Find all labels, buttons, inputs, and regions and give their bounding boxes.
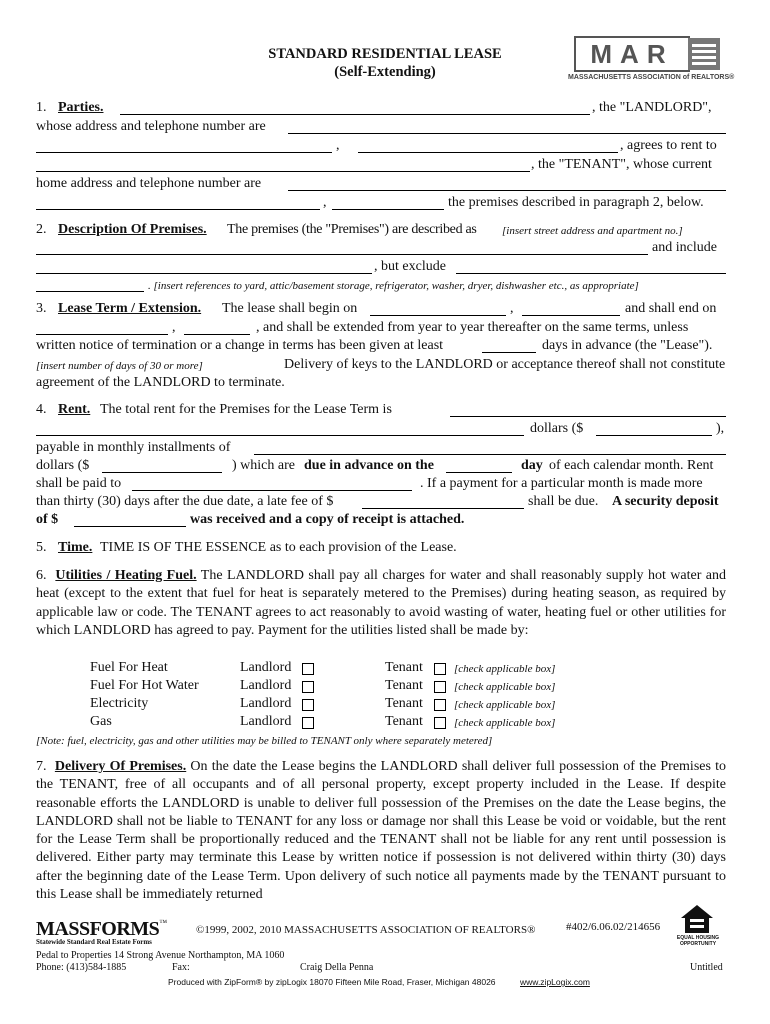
massforms-tagline: Statewide Standard Real Estate Forms (36, 938, 152, 946)
premises-label: the premises described in paragraph 2, below. (448, 195, 704, 210)
tenant-name-field[interactable] (36, 171, 530, 172)
of-dollar-label: of $ (36, 512, 59, 527)
landlord-option: Landlord (240, 678, 292, 693)
ziplogix-link[interactable]: www.zipLogix.com (520, 977, 590, 987)
end-date-field[interactable] (36, 334, 168, 335)
section-number: 1. (36, 100, 47, 115)
check-hint: [check applicable box] (454, 699, 556, 711)
end-year-field[interactable] (184, 334, 250, 335)
due-label: due in advance on the (304, 458, 434, 473)
mar-logo (568, 36, 735, 82)
close-paren: ), (716, 421, 725, 436)
exclude-field-2[interactable] (36, 291, 144, 292)
end-label: and shall end on (625, 301, 717, 316)
tenant-checkbox[interactable] (434, 681, 446, 693)
paid-to-label: shall be paid to (36, 476, 122, 491)
late-payment-text: . If a payment for a particular month is made more (420, 476, 703, 491)
landlord-phone-field[interactable] (358, 152, 618, 153)
utilities-note: [Note: fuel, electricity, gas and other utilities may be billed to TENANT only where separately metered] (36, 735, 493, 747)
utility-row (0, 714, 770, 732)
late-fee-field[interactable] (362, 508, 524, 509)
total-rent-words-field[interactable] (450, 416, 726, 417)
received-text: was received and a copy of receipt is attached. (190, 512, 465, 527)
tenant-checkbox[interactable] (434, 663, 446, 675)
notice-days-field[interactable] (482, 352, 536, 353)
which-label: ) which are (232, 458, 295, 473)
days-hint: [insert number of days of 30 or more] (36, 360, 203, 372)
utility-row (0, 678, 770, 696)
tenant-option: Tenant (385, 678, 423, 693)
section-number: 2. (36, 222, 47, 237)
utilities-text: The LANDLORD shall pay all charges for water and shall reasonably supply hot water and heat (except to the extent that fuel for heat is separately metered to the Premises) during heating season, as required by applicable law or code. The TENANT agrees to act reasonably to avoid wasting of water, heating fuel or other utilities for which LANDLORD has agreed to pay. Payment for the utilities listed shall be made by: (36, 568, 727, 638)
utility-item: Electricity (90, 696, 149, 711)
days-label: days in advance (the "Lease"). (542, 338, 713, 353)
exclude-field[interactable] (456, 273, 726, 274)
tenant-option: Tenant (385, 714, 423, 729)
section-heading: Delivery Of Premises. (54, 759, 187, 774)
utility-item: Fuel For Heat (90, 660, 168, 675)
section-number: 3. (36, 301, 47, 316)
monthly-installment-words-field[interactable] (254, 454, 726, 455)
include-label: and include (652, 240, 717, 255)
tenant-address-field[interactable] (288, 190, 726, 191)
security-deposit-label: A security deposit (612, 494, 719, 509)
check-hint: [check applicable box] (454, 717, 556, 729)
landlord-name-field[interactable] (120, 114, 590, 115)
total-rent-label: The total rent for the Premises for the Lease Term is (100, 402, 392, 417)
landlord-checkbox[interactable] (302, 681, 314, 693)
section-heading: Utilities / Heating Fuel. (55, 568, 197, 583)
late-fee-label: than thirty (30) days after the due date, a late fee of $ (36, 494, 334, 509)
total-rent-words-field-2[interactable] (36, 435, 524, 436)
delivery-text: On the date the Lease begins the LANDLORD shall deliver full possession of the Premises to the TENANT, free of all occupants and of all personal property, except property included in the Lease. If despite reasonable efforts the LANDLORD is unable to deliver full possession of the Premises on the date the Lease begins, the LANDLORD shall not be liable to TENANT for any loss or damage nor shall this Lease be void or voidable, but the rent for the Lease Term shall be proportionally reduced and the TENANT shall not be liable for any rent until possession is delivered. Either party may terminate this Lease by written notice if possession is not delivered within thirty (30) days after the beginning date of the Lease Term. Upon delivery of such notice all payments made by the TENANT pursuant to this Lease shall be immediately returned (36, 759, 727, 903)
section-number: 6. (36, 568, 47, 583)
comma: , (172, 320, 176, 335)
form-title: STANDARD RESIDENTIAL LEASE (268, 46, 502, 62)
section-heading: Rent. (58, 402, 91, 417)
section-6-paragraph (36, 567, 726, 640)
agrees-label: , agrees to rent to (620, 138, 717, 153)
extended-text: , and shall be extended from year to year thereafter on the same terms, unless (256, 320, 689, 335)
comma: , (323, 195, 327, 210)
utility-item: Gas (90, 714, 112, 729)
tenant-address-field-2[interactable] (36, 209, 320, 210)
monthly-installment-amount-field[interactable] (102, 472, 222, 473)
section-heading: Lease Term / Extension. (58, 301, 202, 316)
agent-name: Craig Della Penna (300, 962, 374, 973)
section-number: 4. (36, 402, 47, 417)
due-day-field[interactable] (446, 472, 512, 473)
utility-row (0, 696, 770, 714)
utility-row (0, 660, 770, 678)
check-hint: [check applicable box] (454, 663, 556, 675)
exclude-label: , but exclude (374, 259, 446, 274)
delivery-keys-text: Delivery of keys to the LANDLORD or acceptance thereof shall not constitute (284, 357, 726, 372)
broker-fax: Fax: (172, 962, 190, 973)
mar-logo-letters: MAR (574, 36, 690, 72)
landlord-checkbox[interactable] (302, 699, 314, 711)
produced-with: Produced with ZipForm® by zipLogix 18070 Fifteen Mile Road, Fraser, Michigan 48026 (168, 977, 496, 987)
include-field[interactable] (36, 273, 372, 274)
landlord-address-field[interactable] (288, 133, 726, 134)
copyright-text: ©1999, 2002, 2010 MASSACHUSETTS ASSOCIATION OF REALTORS® (196, 924, 536, 936)
form-subtitle: (Self-Extending) (334, 64, 436, 80)
landlord-checkbox[interactable] (302, 717, 314, 729)
landlord-checkbox[interactable] (302, 663, 314, 675)
written-notice-text: written notice of termination or a change in terms has been given at least (36, 338, 444, 353)
security-deposit-field[interactable] (74, 526, 186, 527)
day-label: day (521, 458, 543, 473)
premises-text: The premises (the "Premises") are described as (227, 222, 477, 237)
section-7-paragraph (36, 758, 726, 904)
section-heading: Time. (58, 540, 93, 555)
references-hint: . [insert references to yard, attic/basement storage, refrigerator, washer, dryer, dishwasher etc., as appropriate] (148, 280, 639, 292)
calendar-text: of each calendar month. Rent (549, 458, 714, 473)
comma: , (336, 138, 340, 153)
landlord-label: , the "LANDLORD", (592, 100, 712, 115)
section-heading: Parties. (58, 100, 104, 115)
begin-year-field[interactable] (522, 315, 620, 316)
section-heading: Description Of Premises. (58, 222, 207, 237)
tenant-phone-field[interactable] (332, 209, 444, 210)
landlord-option: Landlord (240, 714, 292, 729)
equal-housing-caption: EQUAL HOUSING OPPORTUNITY (676, 935, 720, 947)
section-number: 7. (36, 759, 47, 774)
landlord-option: Landlord (240, 696, 292, 711)
time-essence-text: TIME IS OF THE ESSENCE as to each provision of the Lease. (100, 540, 457, 555)
tenant-option: Tenant (385, 660, 423, 675)
landlord-address-field-2[interactable] (36, 152, 332, 153)
total-rent-amount-field[interactable] (596, 435, 712, 436)
address-hint: [insert street address and apartment no.] (502, 225, 683, 237)
building-icon (686, 36, 722, 72)
broker-phone: Phone: (413)584-1885 (36, 962, 127, 973)
form-number: #402/6.06.02/214656 (566, 921, 661, 933)
mar-logo-caption: MASSACHUSETTS ASSOCIATION of REALTORS® (568, 74, 735, 81)
comma: , (510, 301, 514, 316)
check-hint: [check applicable box] (454, 681, 556, 693)
equal-housing-icon (680, 904, 714, 934)
shall-be-due: shall be due. (528, 494, 599, 509)
section-number: 5. (36, 540, 47, 555)
utilities-table (0, 660, 770, 732)
document-name: Untitled (690, 962, 723, 973)
begin-label: The lease shall begin on (222, 301, 358, 316)
tenant-checkbox[interactable] (434, 699, 446, 711)
begin-date-field[interactable] (370, 315, 506, 316)
utility-item: Fuel For Hot Water (90, 678, 199, 693)
payable-label: payable in monthly installments of (36, 440, 231, 455)
trademark: ™ (159, 918, 168, 927)
dollars-label: dollars ($ (530, 421, 584, 436)
landlord-address-label: whose address and telephone number are (36, 119, 266, 134)
landlord-option: Landlord (240, 660, 292, 675)
tenant-checkbox[interactable] (434, 717, 446, 729)
premises-address-field[interactable] (36, 254, 648, 255)
paid-to-field[interactable] (132, 490, 412, 491)
dollars-label: dollars ($ (36, 458, 90, 473)
agreement-text: agreement of the LANDLORD to terminate. (36, 375, 285, 390)
broker-address: Pedal to Properties 14 Strong Avenue Northampton, MA 1060 (36, 950, 285, 961)
massforms-wordmark: MASSFORMS (36, 918, 160, 940)
tenant-option: Tenant (385, 696, 423, 711)
tenant-address-label: home address and telephone number are (36, 176, 262, 191)
tenant-label: , the "TENANT", whose current (531, 157, 712, 172)
